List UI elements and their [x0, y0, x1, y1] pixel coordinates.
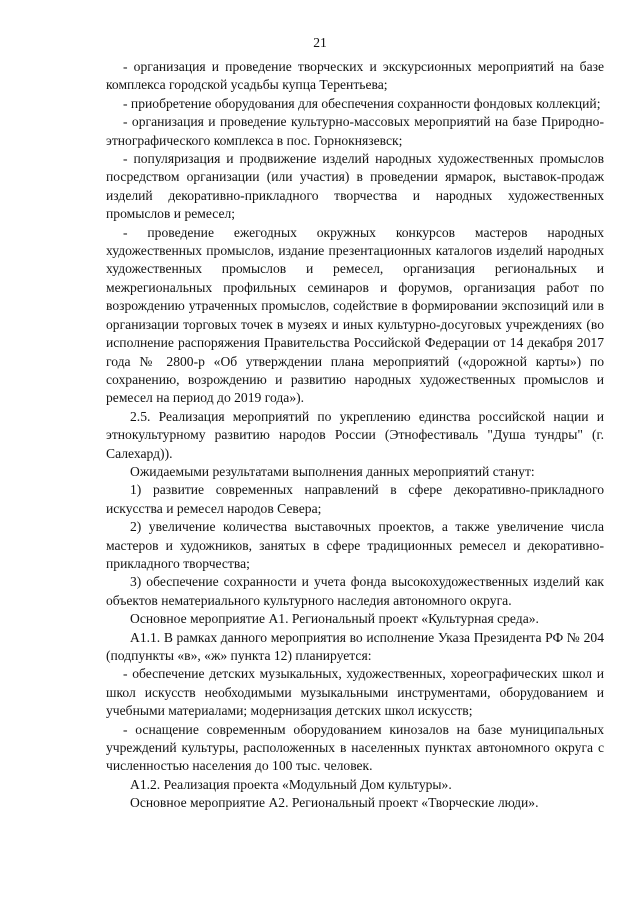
paragraph: - оснащение современным оборудованием кинозалов на базе муниципальных учреждений культуры, расположенных в населенных пунктах автономного округа с численностью населения до 100 тыс. человек. — [106, 721, 604, 774]
page-number: 21 — [313, 35, 327, 50]
paragraph: 3) обеспечение сохранности и учета фонда высокохудожественных изделий как объектов нематериального культурного наследия автономного округа. — [106, 574, 604, 608]
paragraph: 2) увеличение количества выставочных проектов, а также увеличение числа мастеров и художников, занятых в сфере традиционных ремесел и декоративно-прикладного творчества; — [106, 519, 604, 571]
document-body — [106, 58, 604, 813]
paragraph: А1.2. Реализация проекта «Модульный Дом культуры». — [130, 776, 452, 792]
paragraph: - популяризация и продвижение изделий народных художественных промыслов посредством организации (или участия) в проведении ярмарок, выставок-продаж изделий декоративно-прикладного творчества и народных художественных промыслов и ремесел; — [106, 151, 604, 222]
paragraph: Основное мероприятие А2. Региональный проект «Творческие люди». — [130, 795, 539, 811]
paragraph: Основное мероприятие А1. Региональный проект «Культурная среда». — [130, 611, 539, 627]
paragraph: - обеспечение детских музыкальных, художественных, хореографических школ и школ искусств необходимыми музыкальными инструментами, оборудованием и учебными материалами; модернизация детских школ искусств; — [106, 666, 604, 719]
paragraph: А1.1. В рамках данного мероприятия во исполнение Указа Президента РФ № 204 (подпункты «в», «ж» пункта 12) планируется: — [106, 629, 604, 663]
paragraph: 2.5. Реализация мероприятий по укреплению единства российской нации и этнокультурному развитию народов России (Этнофестиваль "Душа тундры" (г. Салехард)). — [106, 408, 604, 461]
paragraph: - организация и проведение творческих и экскурсионных мероприятий на базе комплекса городской усадьбы купца Терентьева; — [106, 59, 604, 93]
paragraph: - организация и проведение культурно-массовых мероприятий на базе Природно-этнографического комплекса в пос. Горнокнязевск; — [106, 114, 604, 148]
paragraph: - проведение ежегодных окружных конкурсов мастеров народных художественных промыслов, издание презентационных каталогов изделий народных художественных промыслов и ремесел, организация региональных и межрегиональных профильных семинаров и форумов, организация работ по возрождению утраченных промыслов, содействие в формировании экспозиций или в организации торговых точек в музеях и иных культурно-досуговых учреждениях (во исполнение распоряжения Правительства Российской Федерации от 14 декабря 2017 года № 2800-р «Об утверждении плана мероприятий («дорожной карты») по сохранению, возрождению и развитию народных художественных промыслов и ремесел на период до 2019 года»). — [106, 224, 604, 406]
paragraph: 1) развитие современных направлений в сфере декоративно-прикладного искусства и ремесел народов Севера; — [106, 482, 604, 516]
paragraph: Ожидаемыми результатами выполнения данных мероприятий станут: — [130, 463, 535, 479]
paragraph: - приобретение оборудования для обеспечения сохранности фондовых коллекций; — [123, 95, 601, 111]
